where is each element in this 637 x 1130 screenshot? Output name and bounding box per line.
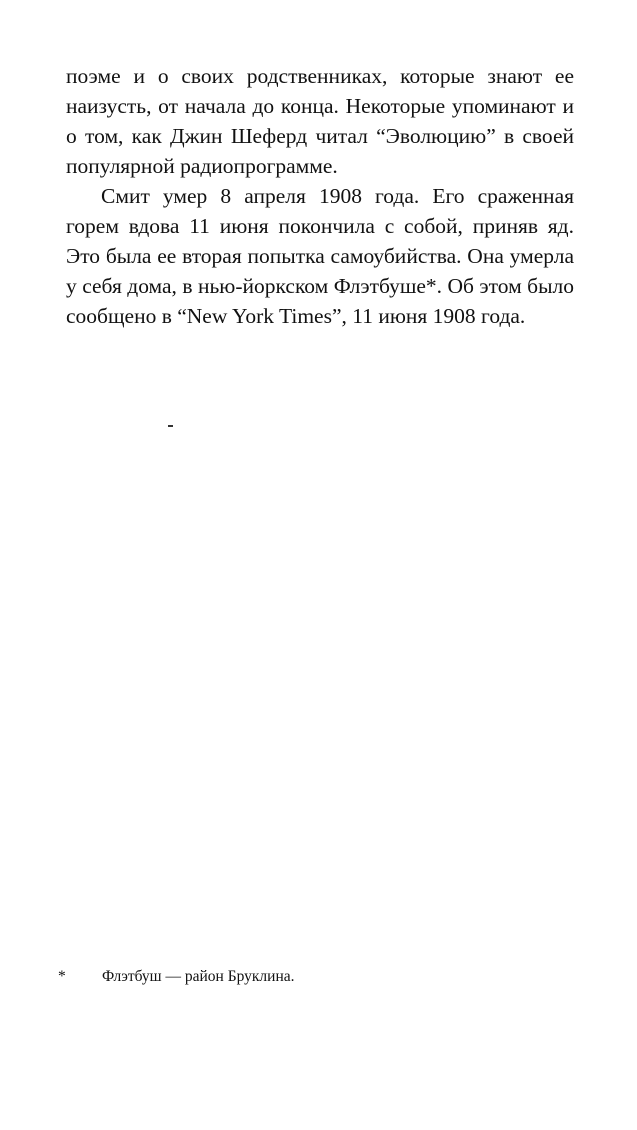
footnote <box>58 966 578 988</box>
paragraph-smith-death: Смит умер 8 апреля 1908 года. Его сраженная горем вдова 11 июня покончила с собой, приняв яд. Это была ее вторая попытка самоубийства. Она умерла у себя дома, в нью-йоркском Флэтбуше*. Об этом было сообщено в “New York Times”, 11 июня 1908 года. <box>66 184 574 328</box>
main-text <box>66 61 574 331</box>
paragraph-continuation: поэме и о своих родственниках, которые знают ее наизусть, от начала до конца. Некоторые упоминают и о том, как Джин Шеферд читал “Эволюцию” в своей популярной радиопрограмме. <box>66 64 574 178</box>
stray-ink-mark <box>168 425 173 427</box>
footnote-text: Флэтбуш — район Бруклина. <box>102 968 295 985</box>
footnote-marker: * <box>58 968 66 985</box>
